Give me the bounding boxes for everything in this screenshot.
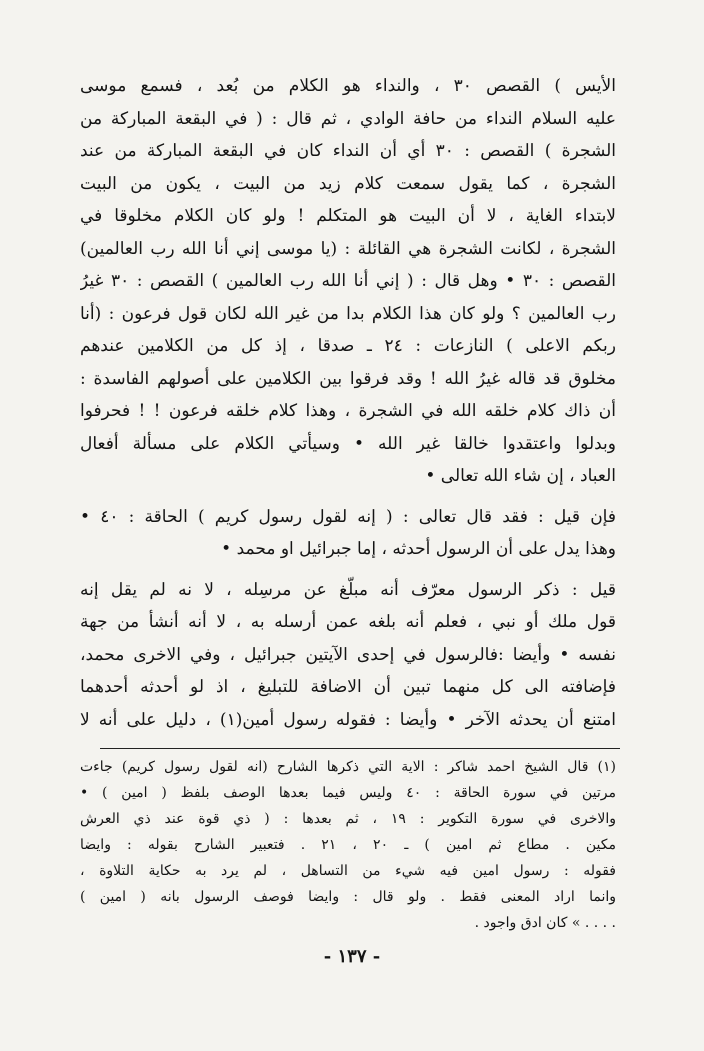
paragraph-gap bbox=[80, 493, 616, 501]
text-line: قول ملك أو نبي ، فعلم أنه بلغه عمن أرسله به ، لا أنه أنشأ من جهة bbox=[80, 612, 616, 632]
text-line: الشجرة ، لكانت الشجرة هي القائلة : (يا موسى إني أنا الله رب العالمين) bbox=[80, 238, 616, 259]
text-line: نفسه • وأيضا :فالرسول في إحدى الآيتين جبرائيل ، وفي الاخرى محمد، bbox=[80, 644, 616, 665]
text-line: عليه السلام النداء من حافة الوادي ، ثم قال : ( في البقعة المباركة من bbox=[80, 108, 616, 129]
text-line: الشجرة ، كما يقول سمعت كلام زيد من البيت ، يكون من البيت bbox=[80, 173, 616, 194]
text-line: رب العالمين ؟ ولو كان هذا الكلام بدا من غير الله لكان قول فرعون : (أنا bbox=[80, 303, 616, 324]
footnote-line: فقوله : رسول امين فيه شيء من التساهل ، لم يرد به حكاية التلاوة ، bbox=[80, 863, 616, 879]
text-line: فإضافته الى كل منهما تبين أن الاضافة للتبليغ ، اذ لو أحدثه أحدهما bbox=[80, 677, 616, 697]
footnote-line: وانما اراد المعنى فقط . ولو قال : وايضا فوصف الرسول بانه ( امين ) bbox=[80, 889, 616, 905]
footnote-line: مكين . مطاع ثم امين ) ـ ٢٠ ، ٢١ . فتعبير الشارح بقوله : وايضا bbox=[80, 837, 616, 853]
text-line: الشجرة ) القصص : ٣٠ أي أن النداء كان في البقعة المباركة من عند bbox=[80, 141, 616, 161]
footnote-line: مرتين في سورة الحاقة : ٤٠ وليس فيما بعدها الوصف بلفظ ( امين ) • bbox=[80, 785, 616, 801]
footnote-divider bbox=[100, 748, 620, 749]
footnote-line: والاخرى في سورة التكوير : ١٩ ، ثم بعدها : ( ذي قوة عند ذي العرش bbox=[80, 811, 616, 827]
text-line: لابتداء الغاية ، لا أن البيت هو المتكلم ! ولو كان الكلام مخلوقا في bbox=[80, 206, 616, 226]
footnote-line: (١) قال الشيخ احمد شاكر : الاية التي ذكرها الشارح (انه لقول رسول كريم) جاءت bbox=[80, 759, 616, 775]
text-line: العباد ، إن شاء الله تعالى • bbox=[425, 466, 616, 486]
text-line: ربكم الاعلى ) النازعات : ٢٤ ـ صدقا ، إذ كل من الكلامين عندهم bbox=[80, 336, 616, 356]
text-line: امتنع أن يحدثه الآخر • وأيضا : فقوله رسول أمين(١) ، دليل على أنه لا bbox=[80, 709, 616, 730]
text-line: فإن قيل : فقد قال تعالى : ( إنه لقول رسول كريم ) الحاقة : ٤٠ • bbox=[80, 506, 616, 527]
paragraph-gap bbox=[80, 566, 616, 574]
page-number: - ١٣٧ - bbox=[323, 946, 381, 967]
main-text bbox=[80, 70, 616, 736]
text-line: مخلوق قد قاله غيرُ الله ! وقد فرقوا بين الكلامين على أصولهم الفاسدة : bbox=[80, 368, 616, 389]
text-line: الأيس ) القصص ٣٠ ، والنداء هو الكلام من بُعد ، فسمع موسى bbox=[80, 76, 616, 96]
text-line: وهذا يدل على أن الرسول أحدثه ، إما جبرائيل او محمد • bbox=[221, 539, 616, 559]
text-line: قيل : ذكر الرسول معرّف أنه مبلّغ عن مرسِله ، لا نه لم يقل إنه bbox=[80, 579, 616, 600]
text-line: أن ذاك كلام خلقه الله في الشجرة ، وهذا كلام خلقه فرعون ! ! فحرفوا bbox=[80, 401, 616, 421]
text-line: وبدلوا واعتقدوا خالقا غير الله • وسيأتي الكلام على مسألة أفعال bbox=[80, 433, 616, 454]
footnote-line: . . . . » كان ادق واجود . bbox=[474, 915, 616, 931]
footnotes bbox=[80, 754, 616, 936]
text-line: القصص : ٣٠ • وهل قال : ( إني أنا الله رب العالمين ) القصص : ٣٠ غيرُ bbox=[80, 271, 616, 291]
